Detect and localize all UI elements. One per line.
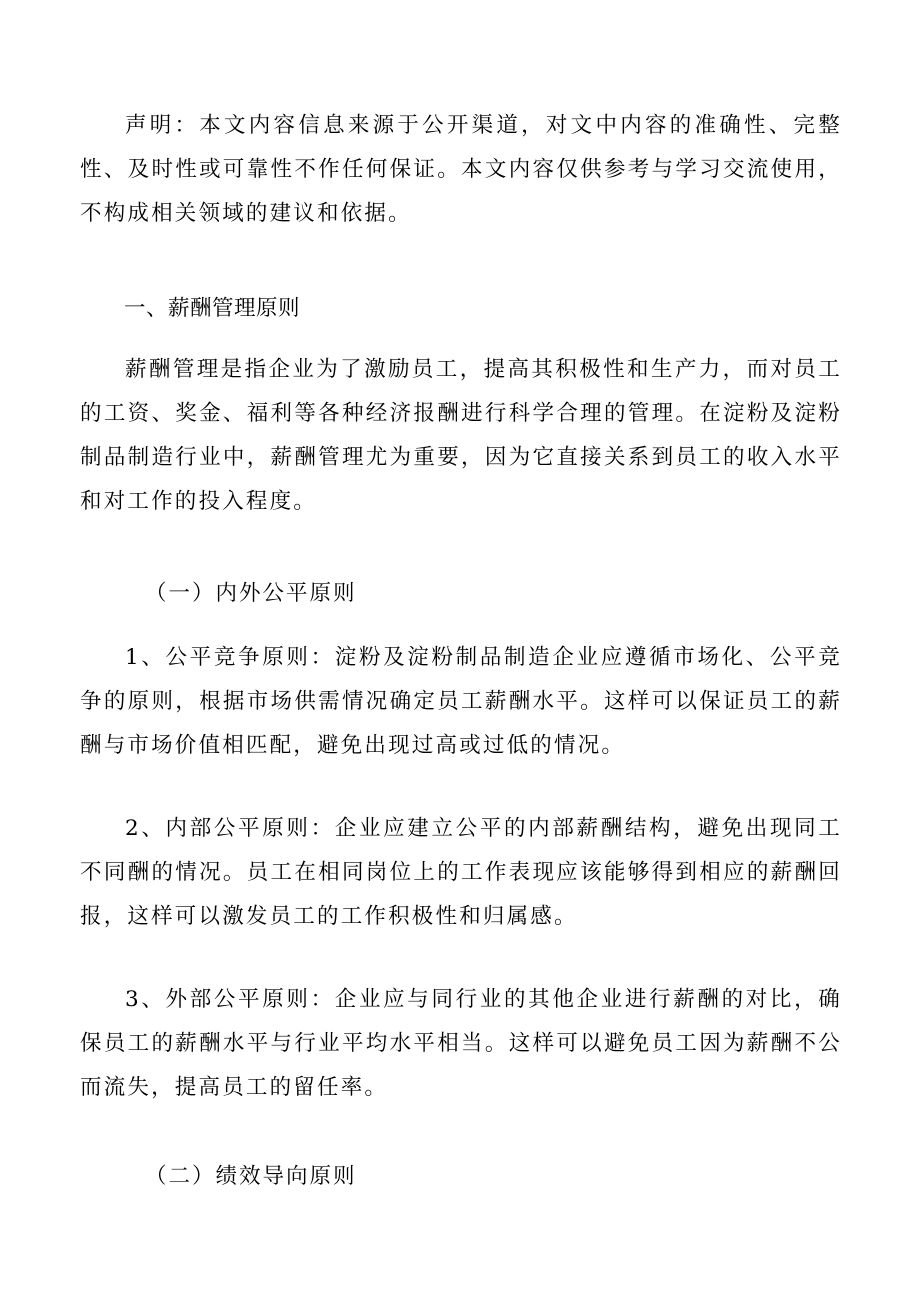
rule2-text-end: 回报，这样可以激发员工的工作积极性和归属感。 — [80, 860, 842, 929]
rule-paragraph-3: 3、外部公平原则：企业应与同行业的其他企业进行薪酬的对比，确保员工的薪酬水平与行业平均水平相当。这样可以避免员工因为薪酬不公而流失，提高员工的留任率。 — [80, 987, 842, 1100]
rule-paragraph-1: 1、公平竞争原则：淀粉及淀粉制品制造企业应遵循市场化、公平竞争的原则，根据市场供需情况确定员工薪酬水平。这样可以保证员工的薪酬与市场价值相匹配，避免出现过高或过低的情况。 — [80, 645, 842, 758]
subsection-heading-1: （一）内外公平原则 — [145, 581, 357, 606]
rule2-text-start: 2、内部公平原则：企业应建立公平的内部薪酬结构，避免出现同工不同酬的情况。员工在相同岗位上的工作表现应该能够得到相应的 — [80, 816, 842, 885]
disclaimer-paragraph: 声明：本文内容信息来源于公开渠道，对文中内容的准确性、完整性、及时性或可靠性不作任何保证。本文内容仅供参考与学习交流使用，不构成相关领域的建议和依据。 — [80, 113, 842, 226]
rule-paragraph-2 — [80, 807, 842, 939]
subsection-heading-2: （二）绩效导向原则 — [145, 1164, 357, 1189]
rule2-emphasis: 薪酬 — [770, 860, 819, 885]
section-heading: 一、薪酬管理原则 — [124, 296, 301, 321]
intro-paragraph: 薪酬管理是指企业为了激励员工，提高其积极性和生产力，而对员工的工资、奖金、福利等各种经济报酬进行科学合理的管理。在淀粉及淀粉制品制造行业中，薪酬管理尤为重要，因为它直接关系到员工的收入水平和对工作的投入程度。 — [80, 357, 842, 514]
